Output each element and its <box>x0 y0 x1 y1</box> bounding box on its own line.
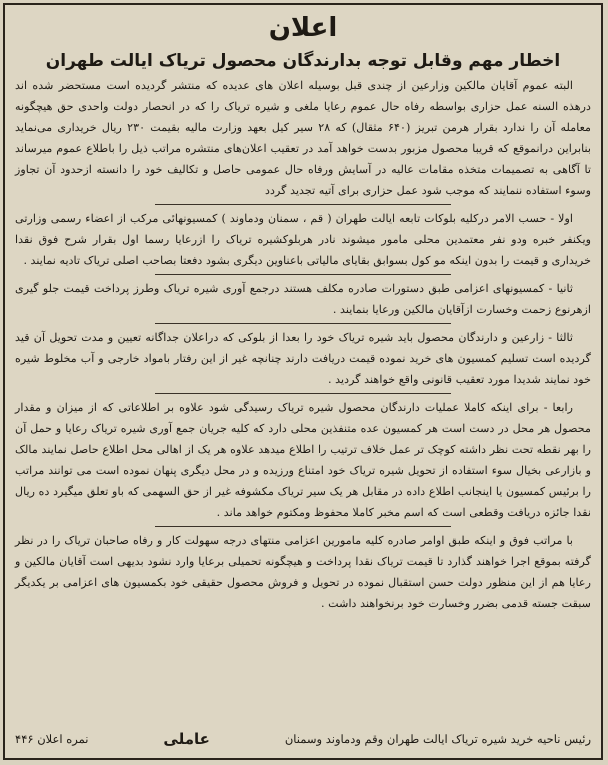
divider <box>155 204 451 205</box>
divider <box>155 393 451 394</box>
notice-headline: اخطار مهم وقابل توجه بدارندگان محصول تریاک ایالت طهران <box>45 51 561 71</box>
divider <box>155 323 451 324</box>
divider <box>155 274 451 275</box>
paragraph-closing: با مراتب فوق و اینکه طبق اوامر صادره کلیه مامورین اعزامی منتهای درجه سهولت کار و رفاه صاحبان تریاک را در نظر گرفته بموقع اجرا خواهند گذارد تا قیمت تریاک نقدا پرداخت و هیچگونه تحمیلی برعایا وارد نشود بدیهی است آقایان مالکین و رعایا هم از این منظور دولت حسن استقبال نموده در تحویل و فروش محصول حقیقی خود بکمسیون های اعزامی بر یکدیگر سبقت جسته قدمی بضرر وخسارت خود برنخواهند داشت . <box>15 534 591 610</box>
paragraph-fourth: رابعا - برای اینکه کاملا عملیات دارندگان محصول شیره تریاک رسیدگی شود علاوه بر اطلاعاتی که از میزان و مقدار محصول هر محل در دست است هر کمسیون عده متنفذین محلی دارد که کلیه جریان جمع آوری شیره تریاک رعایا و حمل آن را بهر نقطه تحت نظر داشته کوچک تر عمل خلاف ترتیب را اطلاع میدهد علاوه هر یک از اهالی محل اطلاع حاصل نمایند مالک و بازارعی بخیال سوء استفاده از تحویل شیره تریاک خود امتناع ورزیده و در محل دیگری پنهان نموده است می توانند مراتب را برئیس کمسیون یا اینجانب اطلاع داده در مقابل هر یک سیر تریاک مکشوفه غیر از حق السهمی که باو تعلق میگیرد ده ریال نقدا جائزه دریافت وقطعی است که اسم مخبر کاملا محفوظ ومکتوم خواهد ماند . <box>15 401 591 519</box>
notice-sheet <box>3 3 603 760</box>
notice-footer <box>15 726 591 752</box>
paragraph-third: ثالثا - زارعین و دارندگان محصول باید شیره تریاک خود را بعدا از بلوکی که دراعلان جداگانه تعیین و مدت تحویل آن قید گردیده است تسلیم کمسیون های خرید نموده قیمت دریافت دارند چنانچه غیر از این رفتار بامواد خارجی و آب مخلوط شیره خود نمایند شدیدا مورد تعقیب قانونی واقع خواهند گردید . <box>15 331 591 386</box>
paragraph-intro: البته عموم آقایان مالکین وزارعین از چندی قبل بوسیله اعلان های عدیده که منتشر گردیده است مستحضر شده اند درهذه السنه عمل حزاری بواسطه رفاه حال عموم رعایا ملغی و شیره تریاک را که در انحصار دولت واحدی حق هیچگونه معامله آن را ندارد بقرار هرمن تبریز (۶۴۰ مثقال) که ۲۸ سیر کیل بعهد وزارت مالیه بقیمت ۲۳۰ ریال خریداری می‌نماید بنابراین درانموقع که قریبا محصول مزبور بدست خواهد آمد در تعقیب اعلان‌های منتشره مراتب ذیل را باطلاع عموم میرساند تا آگاهی به تصمیمات متخذه مقامات عالیه در آسایش ورفاه حال عمومی حاصل و تکالیف خود را دانسته ازحدود آن تجاوز وسوء استفاده ننمایند که موجب شود عمل حزاری برای آتیه تجدید گردد <box>15 79 592 197</box>
issuer-title: رئیس ناحیه خرید شیره تریاک ایالت طهران وقم ودماوند وسمنان <box>284 732 591 746</box>
paragraph-second: ثانیا - کمسیونهای اعزامی طبق دستورات صادره مکلف هستند درجمع آوری شیره تریاک وطرز پرداخت قیمت جلو گیری ازهرنوع زحمت وخسارت ازآقایان مالکین ورعایا بنمایند . <box>15 282 591 316</box>
notice-number: نمره اعلان ۴۴۶ <box>15 732 89 746</box>
signature: عاملی <box>163 730 210 748</box>
paragraph-first: اولا - حسب الامر درکلیه بلوکات تابعه ایالت طهران ( قم ، سمنان ودماوند ) کمسیونهائی مرکب از اعضاء رسمی وزارتی ویکنفر خبره ودو نفر معتمدین محلی مامور میشوند نادر هربلوکشیره تریاک را ازرعایا رسما اول بقرار شرح فوق نقدا خریداری و قیمت را بدون اینکه مو کول بسوابق بقایای مالیاتی باعناوین دیگری بشود دفعتا بصاحب اصلی تریاک تادیه نمایند . <box>15 212 591 267</box>
notice-title: اعلان <box>268 13 338 43</box>
divider <box>155 526 451 527</box>
